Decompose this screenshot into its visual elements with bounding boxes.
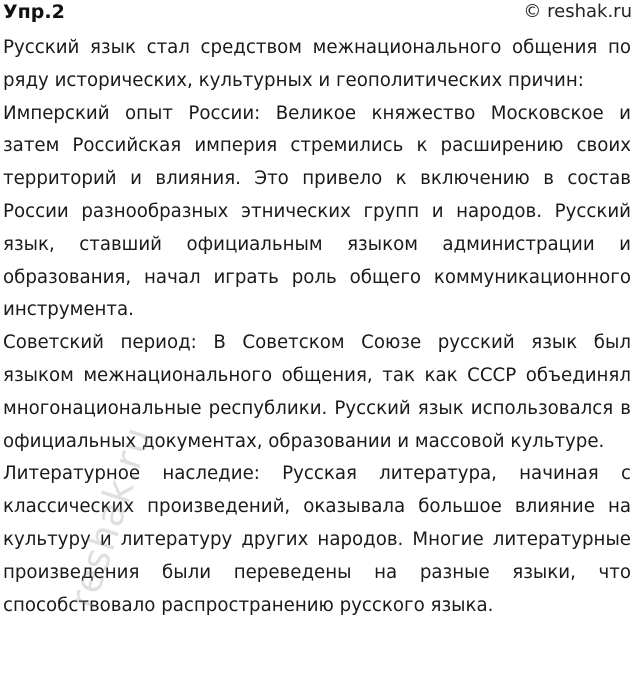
page-header xyxy=(0,0,635,28)
watermark: reshak.ru xyxy=(60,421,160,614)
paragraph-literature: Литературное наследие: Русская литература, начиная с классических произведений, оказывала большое влияние на культуру и литературу других народов. Многие литературные произведения были переведены на разные языки, что способствовало распространению русского языка. xyxy=(3,463,631,616)
copyright-notice: © reshak.ru xyxy=(523,1,632,22)
paragraph-intro: Русский язык стал средством межнационального общения по ряду исторических, культурных и геополитических причин: xyxy=(3,37,631,91)
paragraph-imperial: Имперский опыт России: Великое княжество Московское и затем Российская империя стремились к расширению своих территорий и влияния. Это привело к включению в состав России разнообразных этнических групп и народов. Русский язык, ставший официальным языком администрации и образования, начал играть роль общего коммуникационного инструмента. xyxy=(3,102,631,321)
exercise-title: Упр.2 xyxy=(3,1,65,23)
paragraph-soviet: Советский период: В Советском Союзе русский язык был языком межнационального общения, так как СССР объединял многонациональные республики. Русский язык использовался в официальных документах, образовании и массовой культуре. xyxy=(3,332,631,452)
answer-text xyxy=(3,32,631,622)
